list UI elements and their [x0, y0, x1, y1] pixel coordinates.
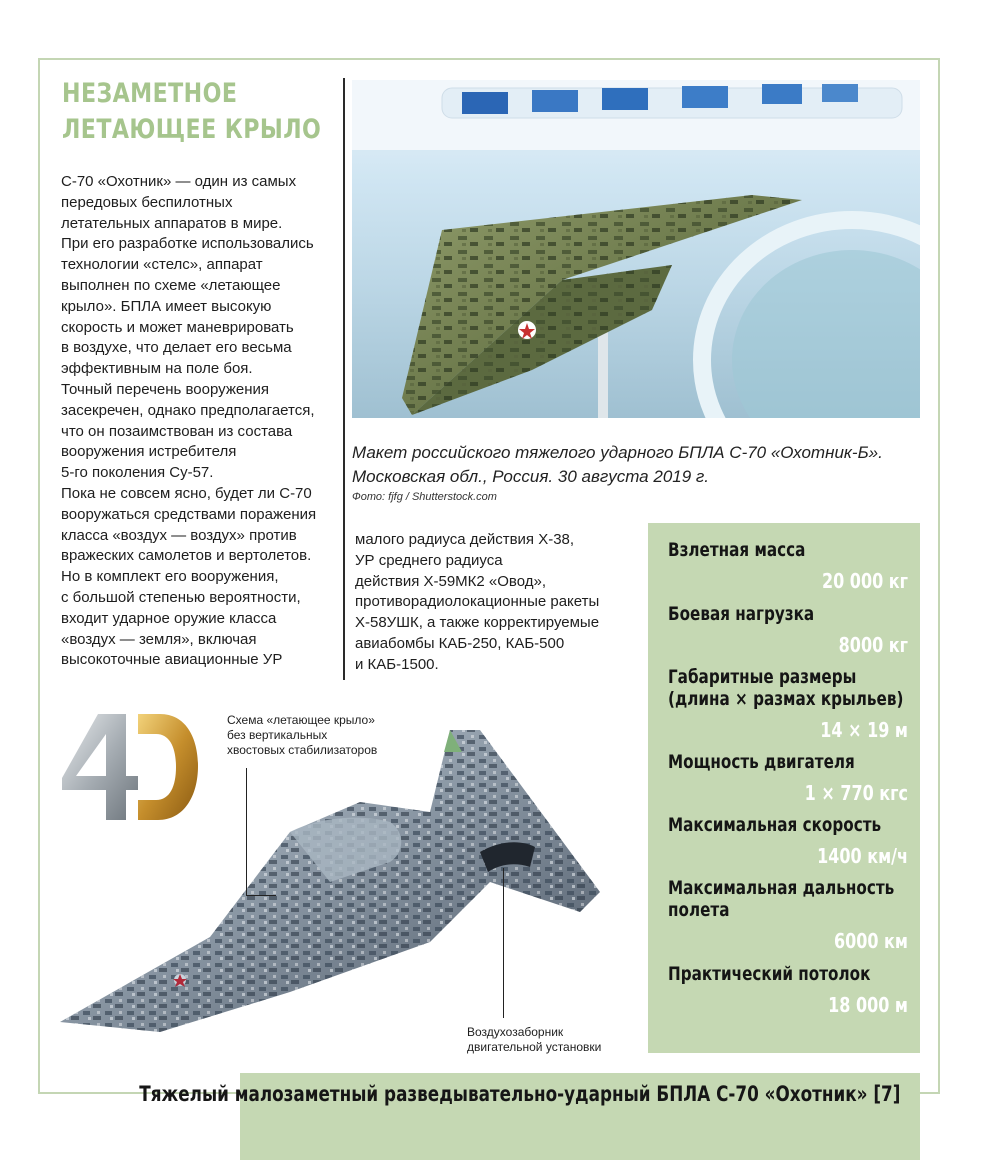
spec-label: Практический потолок — [668, 963, 871, 985]
spec-label: Взлетная масса — [668, 539, 806, 561]
spec-value: 20 000 кг — [821, 569, 908, 593]
drone-illustration-image — [60, 722, 620, 1042]
spec-value: 1 × 770 кгс — [804, 781, 908, 805]
photo-credit: Фото: fjfg / Shutterstock.com — [352, 491, 497, 503]
specs-panel — [648, 523, 920, 1053]
spec-row-max-speed — [668, 814, 908, 868]
drone-model-photo — [352, 80, 920, 418]
spec-value: 6000 км — [833, 929, 908, 953]
photo-caption: Макет российского тяжелого ударного БПЛА С-70 «Охотник-Б». Московская обл., Россия. 30 августа 2019 г. — [352, 443, 883, 486]
spec-row-takeoff-mass — [668, 539, 908, 593]
spec-label: Мощность двигателя — [668, 751, 855, 773]
callout-leader-line — [503, 868, 504, 1018]
callout-leader-line — [246, 895, 276, 896]
column-divider — [343, 78, 345, 680]
body-text-column-1: С-70 «Охотник» — один из самых передовых беспилотных летательных аппаратов в мире. При его разработке использовались технологии «стелс», аппарат выполнен по схеме «летающее крыло». БПЛА имеет высокую скорость и может маневрировать в воздухе, что делает его весьма эффективным на поле боя. Точный перечень вооружения засекречен, однако предполагается, что он позаимствован из состава вооружения истребителя 5-го поколения Су-57. Пока не совсем ясно, будет ли С-70 вооружаться средствами поражения класса «воздух — воздух» против вражеских самолетов и вертолетов. Но в комплект его вооружения, с большой степенью вероятности, входит ударное оружие класса «воздух — земля», включая высокоточные авиационные УР — [61, 173, 317, 669]
spec-value: 18 000 м — [828, 993, 908, 1017]
spec-label: Габаритные размеры (длина × размах крыльев) — [668, 666, 904, 710]
callout-flying-wing: Схема «летающее крыло» без вертикальных хвостовых стабилизаторов — [227, 713, 378, 757]
spec-row-service-ceiling — [668, 963, 908, 1017]
spec-row-dimensions — [668, 666, 908, 742]
drone-illustration — [60, 722, 620, 1042]
spec-row-max-range — [668, 877, 908, 953]
callout-air-intake: Воздухозаборник двигательной установки — [467, 1025, 602, 1054]
callout-leader-line — [246, 768, 247, 896]
spec-row-payload — [668, 603, 908, 657]
footer-title: Тяжелый малозаметный разведывательно-ударный БПЛА С-70 «Охотник» [7] — [138, 1082, 900, 1106]
body-text-column-2: малого радиуса действия Х-38, УР среднего радиуса действия Х-59МК2 «Овод», противорадиолокационные ракеты Х-58УШК, а также корректируемые авиабомбы КАБ-250, КАБ-500 и КАБ-1500. — [355, 531, 600, 673]
spec-row-engine-power — [668, 751, 908, 805]
spec-label: Максимальная скорость — [668, 814, 882, 836]
spec-label: Максимальная дальность полета — [668, 877, 895, 921]
spec-value: 14 × 19 м — [820, 718, 908, 742]
spec-value: 1400 км/ч — [817, 844, 908, 868]
spec-value: 8000 кг — [838, 633, 908, 657]
spec-label: Боевая нагрузка — [668, 603, 815, 625]
page-title: НЕЗАМЕТНОЕ ЛЕТАЮЩЕЕ КРЫЛО — [62, 78, 322, 145]
drone-model-photo-image — [352, 80, 920, 418]
